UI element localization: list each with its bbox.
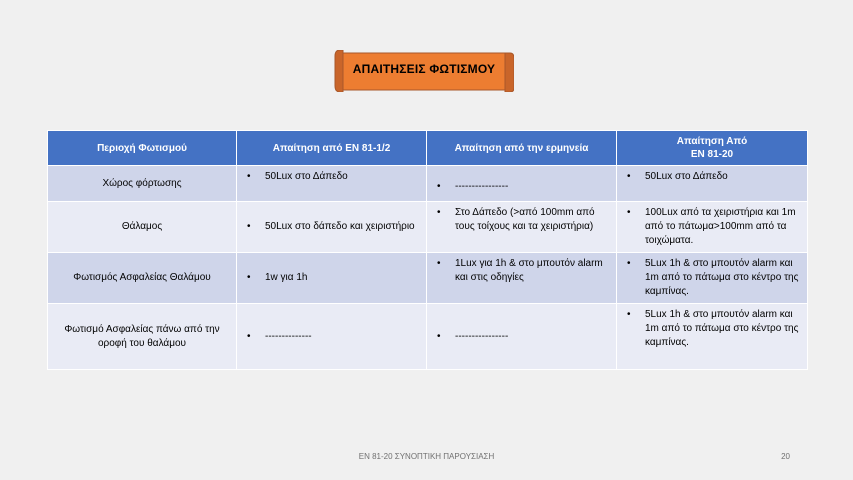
header-area: Περιοχή Φωτισμού <box>48 131 237 166</box>
table-row <box>48 304 808 370</box>
lighting-requirements-table <box>47 130 808 370</box>
bullet: • <box>437 258 441 269</box>
interpretation-cell <box>427 253 617 304</box>
cell-text: ---------------- <box>455 181 509 192</box>
bullet: • <box>437 181 441 192</box>
en81-12-cell <box>237 166 427 202</box>
interpretation-cell <box>427 202 617 253</box>
bullet: • <box>247 171 251 182</box>
header-en81-20 <box>617 131 808 166</box>
bullet: • <box>627 258 631 269</box>
cell-text: 5Lux 1h & στο μπουτόν alarm και 1m από το πάτωμα στο κέντρο της καμπίνας. <box>645 258 799 297</box>
area-cell: Φωτισμό Ασφαλείας πάνω από την οροφή του θαλάμου <box>48 304 237 370</box>
cell-text: ---------------- <box>455 330 509 342</box>
cell-text: Στο Δάπεδο (>από 100mm από τους τοίχους και τα χειριστήρια) <box>455 207 595 232</box>
en81-20-cell <box>617 304 808 370</box>
table-row <box>48 166 808 202</box>
cell-text: -------------- <box>265 330 312 342</box>
bullet: • <box>247 272 251 283</box>
bullet: • <box>627 309 631 320</box>
table-row <box>48 202 808 253</box>
bullet: • <box>437 207 441 218</box>
en81-20-cell <box>617 202 808 253</box>
bullet: • <box>437 330 441 342</box>
interpretation-cell <box>427 166 617 202</box>
footer-text: EN 81-20 ΣΥΝΟΠΤΙΚΗ ΠΑΡΟΥΣΙΑΣΗ <box>358 452 495 461</box>
table-row <box>48 253 808 304</box>
cell-text: 50Lux στο Δάπεδο <box>265 171 348 182</box>
bullet: • <box>247 330 251 342</box>
cell-text: 50Lux στο Δάπεδο <box>645 171 728 182</box>
bullet: • <box>627 207 631 218</box>
en81-20-cell <box>617 253 808 304</box>
cell-text: 100Lux από τα χειριστήρια και 1m από το πάτωμα>100mm από τα τοιχώματα. <box>645 207 796 246</box>
header-interpretation: Απαίτηση από την ερμηνεία <box>427 131 617 166</box>
cell-text: 50Lux στο δάπεδο και χειριστήριο <box>265 221 415 232</box>
table-header-row <box>48 131 808 166</box>
area-cell: Θάλαμος <box>48 202 237 253</box>
area-cell: Χώρος φόρτωσης <box>48 166 237 202</box>
page-number: 20 <box>781 452 790 461</box>
interpretation-cell <box>427 304 617 370</box>
en81-12-cell <box>237 304 427 370</box>
cell-text: 5Lux 1h & στο μπουτόν alarm και 1m από το πάτωμα στο κέντρο της καμπίνας. <box>645 309 799 348</box>
bullet: • <box>247 221 251 232</box>
cell-text: 1w για 1h <box>265 272 308 283</box>
bullet: • <box>627 171 631 182</box>
en81-20-cell <box>617 166 808 202</box>
cell-text: 1Lux για 1h & στο μπουτόν alarm και στις οδηγίες <box>455 258 603 283</box>
area-cell: Φωτισμός Ασφαλείας Θαλάμου <box>48 253 237 304</box>
en81-12-cell <box>237 202 427 253</box>
page-title: ΑΠΑΙΤΗΣΕΙΣ ΦΩΤΙΣΜΟΥ <box>352 62 496 76</box>
header-en81-12: Απαίτηση από EN 81-1/2 <box>237 131 427 166</box>
title-banner <box>334 50 514 92</box>
header-en81-20-line1: Απαίτηση Από <box>676 136 748 147</box>
en81-12-cell <box>237 253 427 304</box>
header-en81-20-line2: EN 81-20 <box>690 149 734 160</box>
